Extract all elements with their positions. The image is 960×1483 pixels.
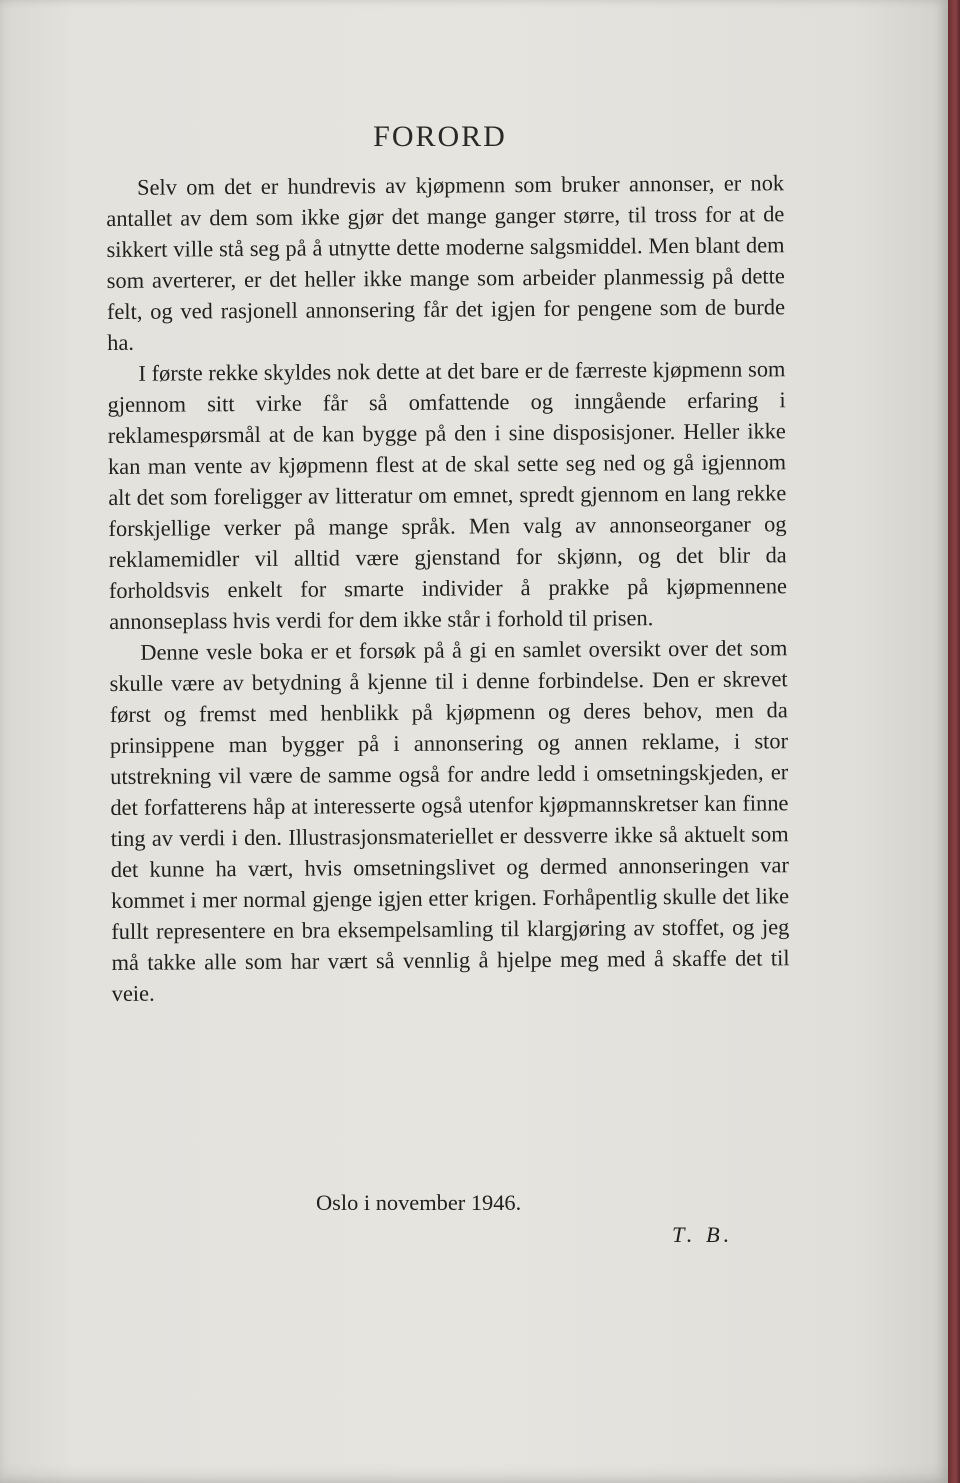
preface-text bbox=[106, 167, 790, 1009]
page-heading: FORORD bbox=[373, 120, 507, 153]
author-initials: T. B. bbox=[672, 1222, 734, 1247]
paragraph-2: I første rekke skyldes nok dette at det bare er de færreste kjøpmenn som gjennom sitt virke får så omfattende og inngående erfaring i reklamespørsmål at de kan bygge på den i sine disposisjoner. Heller ikke kan man vente av kjøpmenn flest at de skal sette seg ned og gå igjennom alt det som foreligger av litteratur om emnet, spredt gjennom en lang rekke forskjellige verker på mange språk. Men valg av annonseorganer og reklamemidler vil alltid være gjenstand for skjønn, og det blir da forholdsvis enkelt for smarte individer å prakke på kjøpmennene annonseplass hvis verdi for dem ikke står i forhold til prisen. bbox=[107, 356, 787, 634]
book-cover-edge bbox=[948, 0, 960, 1483]
place-date: Oslo i november 1946. bbox=[316, 1190, 522, 1215]
paragraph-1: Selv om det er hundrevis av kjøpmenn som bruker annonser, er nok antallet av dem som ikke gjør det mange ganger større, til tross for at de sikkert ville stå seg på å utnytte dette moderne salgsmiddel. Men blant dem som averterer, er det heller ikke mange som arbeider planmessig på dette felt, og ved rasjonell annonsering får det igjen for pengene som de burde ha. bbox=[106, 170, 786, 355]
paragraph-3: Denne vesle boka er et forsøk på å gi en samlet oversikt over det som skulle være av betydning å kjenne til i denne forbindelse. Den er skrevet først og fremst med henblikk på kjøpmenn og deres behov, men da prinsippene man bygger på i annonsering og annen reklame, i stor utstrekning vil være de samme også for andre ledd i omsetningskjeden, er det forfatterens håp at interesserte også utenfor kjøpmannskretser kan finne ting av verdi i den. Illustrasjonsmateriellet er dessverre ikke så aktuelt som det kunne ha vært, hvis omsetningslivet og dermed annonseringen var kommet i mer normal gjenge igjen etter krigen. Forhåpentlig skulle det like fullt representere en bra eksempelsamling til klargjøring av stoffet, og jeg må takke alle som har vært så vennlig å hjelpe meg med å skaffe det til veie. bbox=[109, 635, 790, 1006]
